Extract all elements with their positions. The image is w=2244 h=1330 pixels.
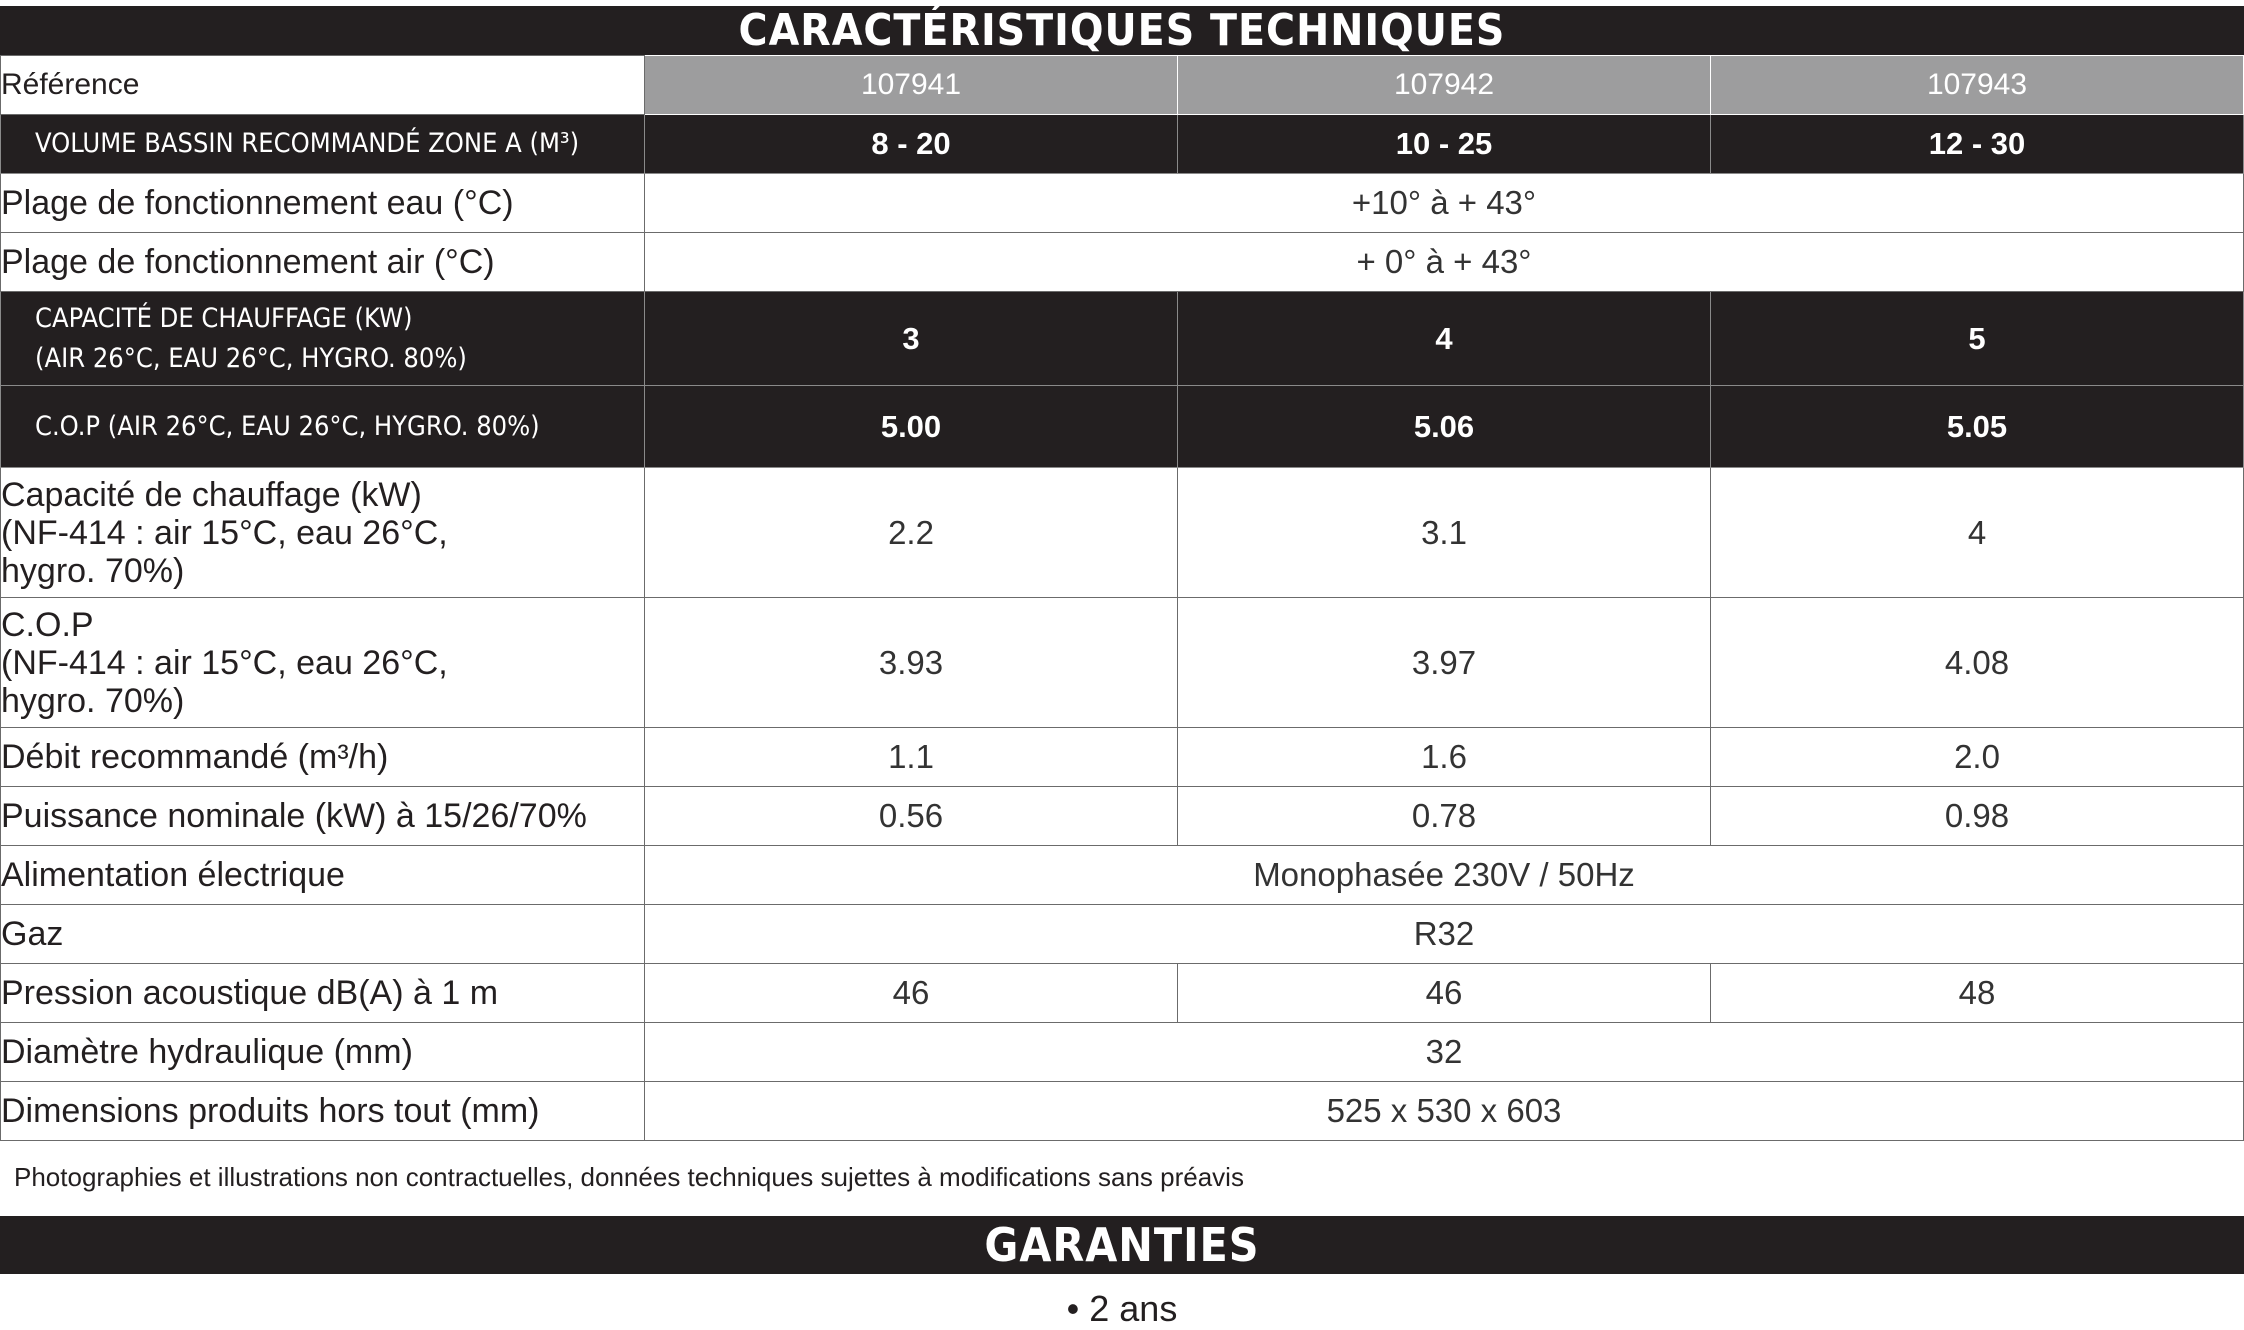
- row-label-line: hygro. 70%): [1, 681, 185, 720]
- row-label: [1, 292, 645, 386]
- table-row-plage-air: [1, 233, 2244, 292]
- row-label: Puissance nominale (kW) à 15/26/70%: [1, 787, 645, 846]
- table-row-reference: [1, 56, 2244, 115]
- table-row-cop-26: [1, 386, 2244, 468]
- cell-value: 0.56: [645, 787, 1178, 846]
- row-label: Diamètre hydraulique (mm): [1, 1023, 645, 1082]
- row-label: Dimensions produits hors tout (mm): [1, 1082, 645, 1141]
- cell-value: 32: [645, 1023, 2244, 1082]
- row-label: Plage de fonctionnement eau (°C): [1, 174, 645, 233]
- table-row-plage-eau: [1, 174, 2244, 233]
- column-header-3: 107943: [1711, 56, 2244, 115]
- cell-value: 46: [1178, 964, 1711, 1023]
- cell-value: 3: [645, 292, 1178, 386]
- row-label: Alimentation électrique: [1, 846, 645, 905]
- column-header-1: 107941: [645, 56, 1178, 115]
- cell-value: 8 - 20: [645, 115, 1178, 174]
- cell-value: 0.78: [1178, 787, 1711, 846]
- row-label: VOLUME BASSIN RECOMMANDÉ ZONE A (M³): [1, 115, 645, 174]
- row-label-line: (AIR 26°C, EAU 26°C, HYGRO. 80%): [35, 342, 467, 374]
- cell-value: 525 x 530 x 603: [645, 1082, 2244, 1141]
- cell-value: 5.06: [1178, 386, 1711, 468]
- warranty-item: [0, 1288, 2244, 1330]
- row-label: Gaz: [1, 905, 645, 964]
- cell-value: 1.1: [645, 728, 1178, 787]
- specs-title: CARACTÉRISTIQUES TECHNIQUES: [738, 5, 1506, 56]
- cell-value: 12 - 30: [1711, 115, 2244, 174]
- cell-value: + 0° à + 43°: [645, 233, 2244, 292]
- bullet-icon: •: [1066, 1288, 1080, 1329]
- cell-value: 10 - 25: [1178, 115, 1711, 174]
- cell-value: 2.0: [1711, 728, 2244, 787]
- warranty-text: 2 ans: [1089, 1288, 1178, 1329]
- table-row-gaz: [1, 905, 2244, 964]
- row-label-line: (NF-414 : air 15°C, eau 26°C,: [1, 643, 448, 682]
- row-label: Référence: [1, 56, 645, 115]
- cell-value: 3.93: [645, 598, 1178, 728]
- table-row-puissance: [1, 787, 2244, 846]
- cell-value: 5: [1711, 292, 2244, 386]
- disclaimer-note: Photographies et illustrations non contractuelles, données techniques sujettes à modifications sans préavis: [14, 1162, 1244, 1192]
- row-label: [1, 468, 645, 598]
- row-label-line: C.O.P: [1, 605, 94, 644]
- row-label-line: hygro. 70%): [1, 551, 185, 590]
- table-row-capacite-26: [1, 292, 2244, 386]
- table-row-pression: [1, 964, 2244, 1023]
- row-label: C.O.P (AIR 26°C, EAU 26°C, HYGRO. 80%): [1, 386, 645, 468]
- row-label-line: Capacité de chauffage (kW): [1, 475, 422, 514]
- cell-value: 5.05: [1711, 386, 2244, 468]
- warranty-title: GARANTIES: [984, 1218, 1260, 1272]
- cell-value: 48: [1711, 964, 2244, 1023]
- table-row-diametre: [1, 1023, 2244, 1082]
- cell-value: 4: [1711, 468, 2244, 598]
- table-row-dimensions: [1, 1082, 2244, 1141]
- cell-value: 3.97: [1178, 598, 1711, 728]
- warranty-title-banner: [0, 1216, 2244, 1274]
- cell-value: R32: [645, 905, 2244, 964]
- table-row-alimentation: [1, 846, 2244, 905]
- cell-value: 1.6: [1178, 728, 1711, 787]
- cell-value: 0.98: [1711, 787, 2244, 846]
- cell-value: +10° à + 43°: [645, 174, 2244, 233]
- row-label: [1, 598, 645, 728]
- specs-table: [0, 55, 2244, 1141]
- row-label: Pression acoustique dB(A) à 1 m: [1, 964, 645, 1023]
- cell-value: 2.2: [645, 468, 1178, 598]
- row-label: Plage de fonctionnement air (°C): [1, 233, 645, 292]
- cell-value: 46: [645, 964, 1178, 1023]
- cell-value: 4: [1178, 292, 1711, 386]
- table-row-volume: [1, 115, 2244, 174]
- table-row-cop-nf: [1, 598, 2244, 728]
- cell-value: 4.08: [1711, 598, 2244, 728]
- specs-title-banner: [0, 6, 2244, 55]
- table-row-capacite-nf: [1, 468, 2244, 598]
- column-header-2: 107942: [1178, 56, 1711, 115]
- cell-value: 5.00: [645, 386, 1178, 468]
- cell-value: Monophasée 230V / 50Hz: [645, 846, 2244, 905]
- cell-value: 3.1: [1178, 468, 1711, 598]
- row-label: Débit recommandé (m³/h): [1, 728, 645, 787]
- table-row-debit: [1, 728, 2244, 787]
- row-label-line: CAPACITÉ DE CHAUFFAGE (KW): [35, 302, 413, 334]
- row-label-line: (NF-414 : air 15°C, eau 26°C,: [1, 513, 448, 552]
